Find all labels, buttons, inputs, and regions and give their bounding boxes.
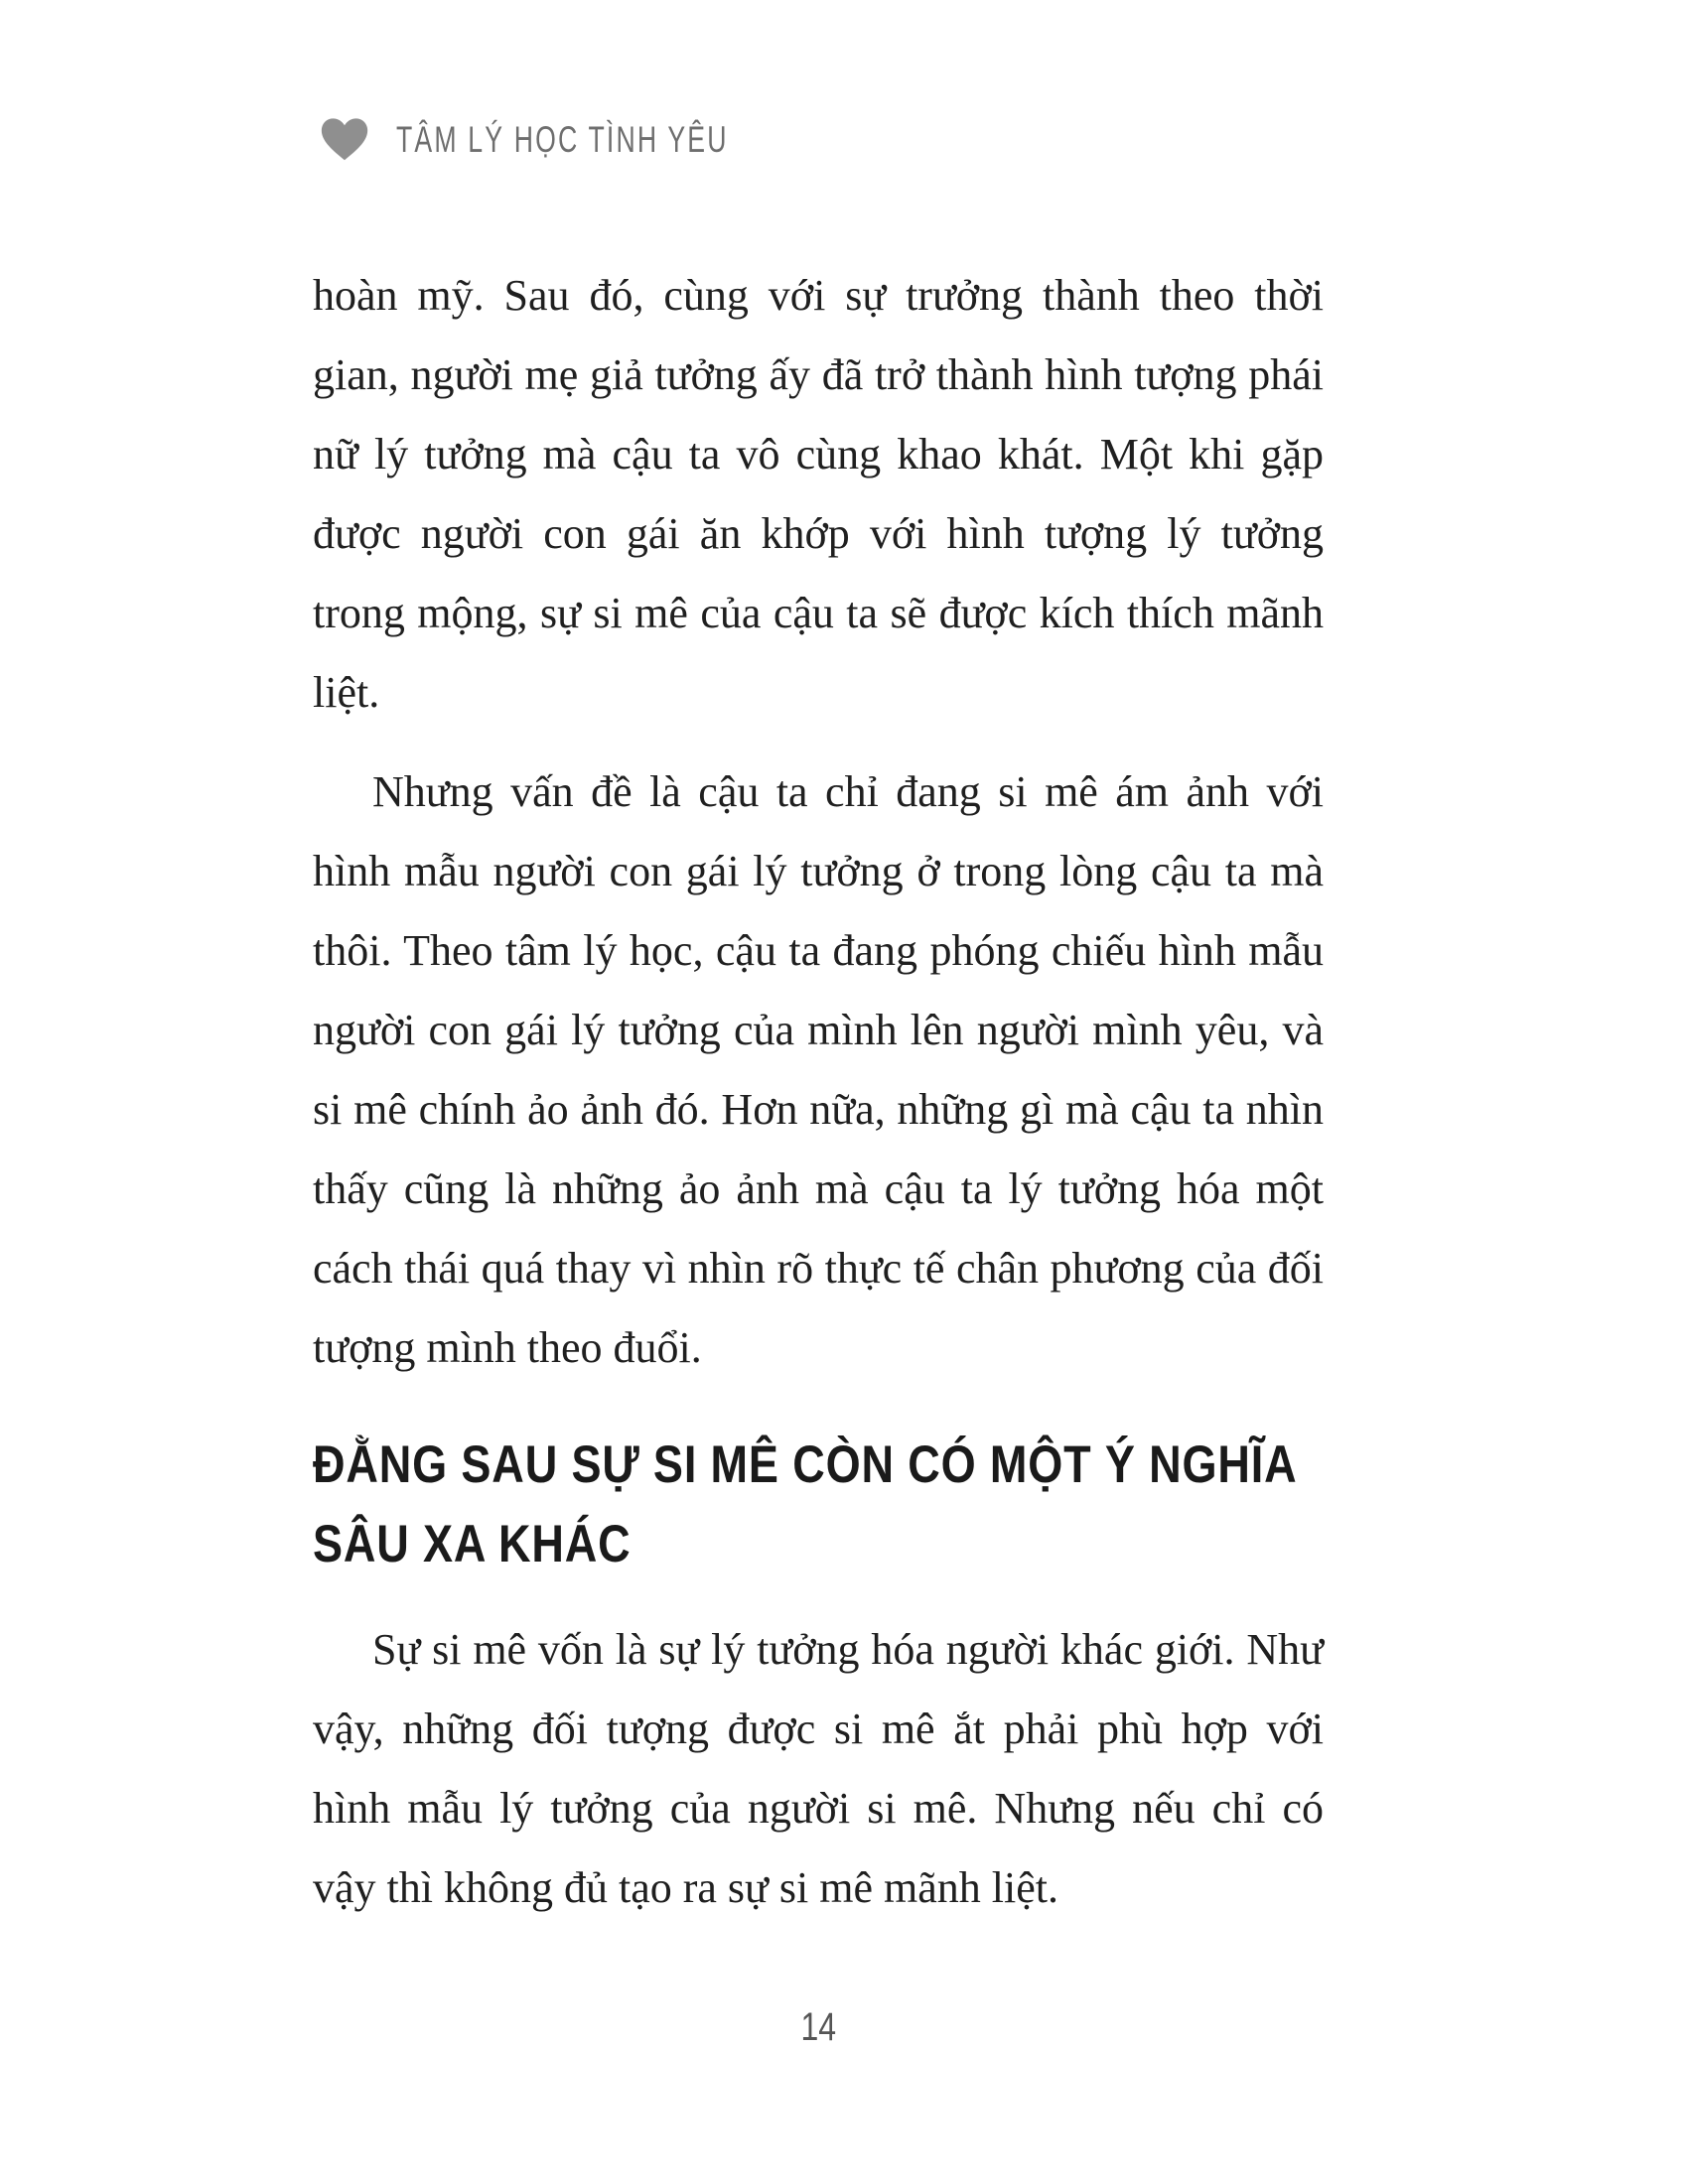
section-heading-line: SÂU XA KHÁC	[313, 1515, 632, 1573]
paragraph: hoàn mỹ. Sau đó, cùng với sự trưởng thành theo thời gian, người mẹ giả tưởng ấy đã trở thành hình tượng phái nữ lý tưởng mà cậu ta vô cùng khao khát. Một khi gặp được người con gái ăn khớp với hình tượng lý tưởng trong mộng, sự si mê của cậu ta sẽ được kích thích mãnh liệt.	[313, 271, 1324, 717]
section-heading	[313, 1426, 1324, 1584]
running-header-title: TÂM LÝ HỌC TÌNH YÊU	[396, 119, 729, 160]
section-heading-line: ĐẰNG SAU SỰ SI MÊ CÒN CÓ MỘT Ý NGHĨA	[313, 1435, 1298, 1494]
paragraph: Sự si mê vốn là sự lý tưởng hóa người khác giới. Như vậy, những đối tượng được si mê ắt phải phù hợp với hình mẫu lý tưởng của người si mê. Nhưng nếu chỉ có vậy thì không đủ tạo ra sự si mê mãnh liệt.	[313, 1625, 1324, 1912]
paragraph: Nhưng vấn đề là cậu ta chỉ đang si mê ám ảnh với hình mẫu người con gái lý tưởng ở trong lòng cậu ta mà thôi. Theo tâm lý học, cậu ta đang phóng chiếu hình mẫu người con gái lý tưởng của mình lên người mình yêu, và si mê chính ảo ảnh đó. Hơn nữa, những gì mà cậu ta nhìn thấy cũng là những ảo ảnh mà cậu ta lý tưởng hóa một cách thái quá thay vì nhìn rõ thực tế chân phương của đối tượng mình theo đuổi.	[313, 767, 1324, 1372]
text-column	[313, 256, 1324, 1928]
running-header	[321, 117, 858, 163]
page-number: 14	[800, 2005, 836, 2049]
heart-icon	[321, 117, 368, 163]
